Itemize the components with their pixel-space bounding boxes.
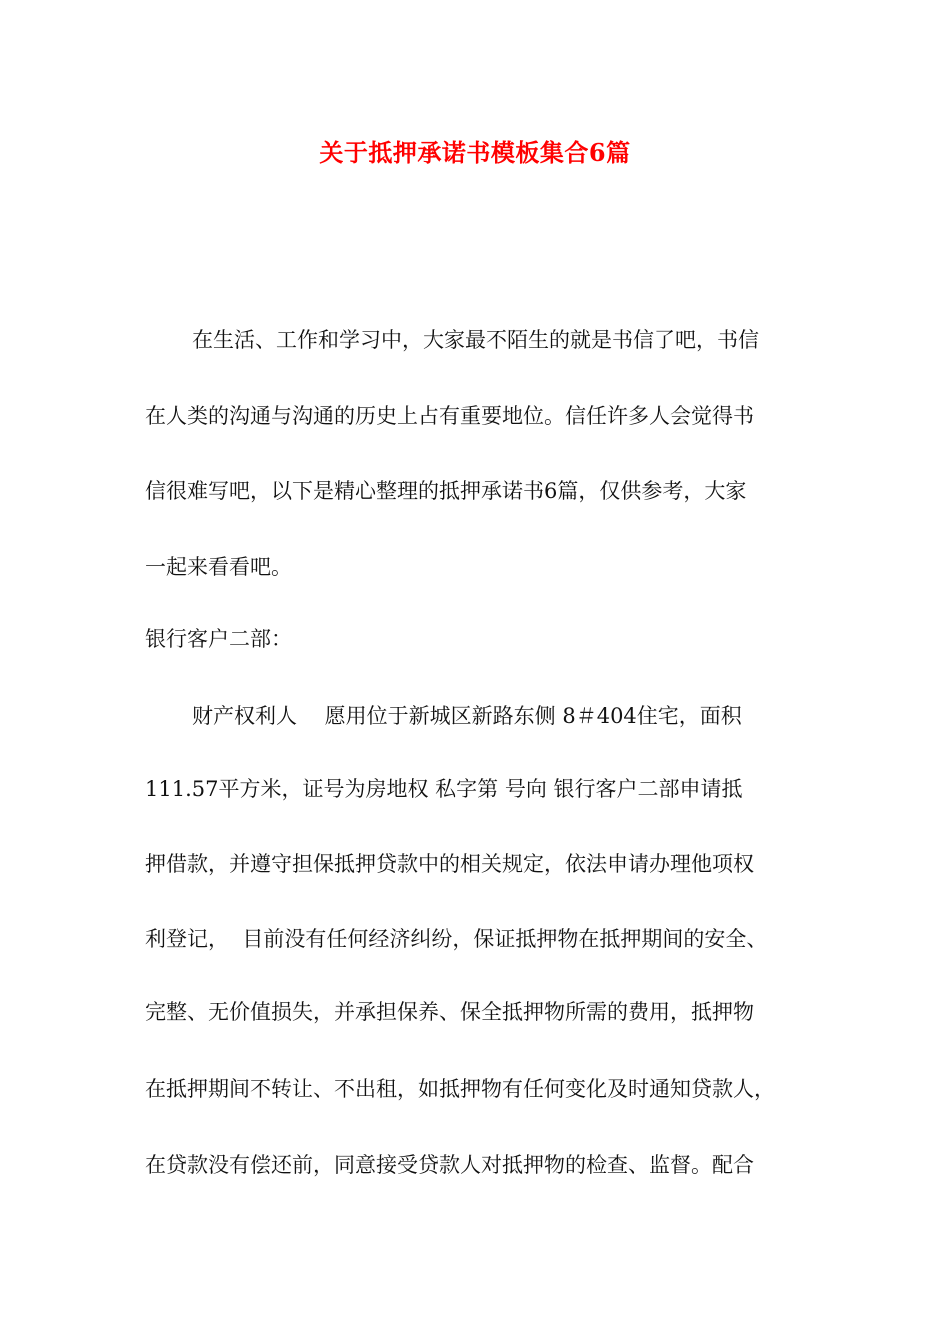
paragraph-line: 在贷款没有偿还前，同意接受贷款人对抵押物的检查、监督。配合 [145, 1153, 754, 1177]
paragraph-line: 在生活、工作和学习中，大家最不陌生的就是书信了吧，书信 [192, 328, 759, 352]
salutation-line: 银行客户二部： [145, 627, 292, 651]
paragraph-line: 信很难写吧，以下是精心整理的抵押承诺书6篇，仅供参考，大家 [145, 479, 747, 503]
paragraph-line: 一起来看看吧。 [145, 555, 292, 579]
paragraph-line: 完整、无价值损失，并承担保养、保全抵押物所需的费用，抵押物 [145, 1000, 754, 1024]
paragraph-line: 在人类的沟通与沟通的历史上占有重要地位。信任许多人会觉得书 [145, 404, 754, 428]
document-title: 关于抵押承诺书模板集合6篇 [319, 138, 631, 167]
paragraph-line: 利登记， 目前没有任何经济纠纷，保证抵押物在抵押期间的安全、 [145, 927, 768, 951]
paragraph-line: 111.57平方米，证号为房地权 私字第 号向 银行客户二部申请抵 [145, 777, 743, 801]
paragraph-line: 在抵押期间不转让、不出租，如抵押物有任何变化及时通知贷款人， [145, 1077, 775, 1101]
paragraph-line: 财产权利人 愿用位于新城区新路东侧 8＃404住宅，面积 [192, 704, 742, 728]
paragraph-line: 押借款，并遵守担保抵押贷款中的相关规定，依法申请办理他项权 [145, 852, 754, 876]
